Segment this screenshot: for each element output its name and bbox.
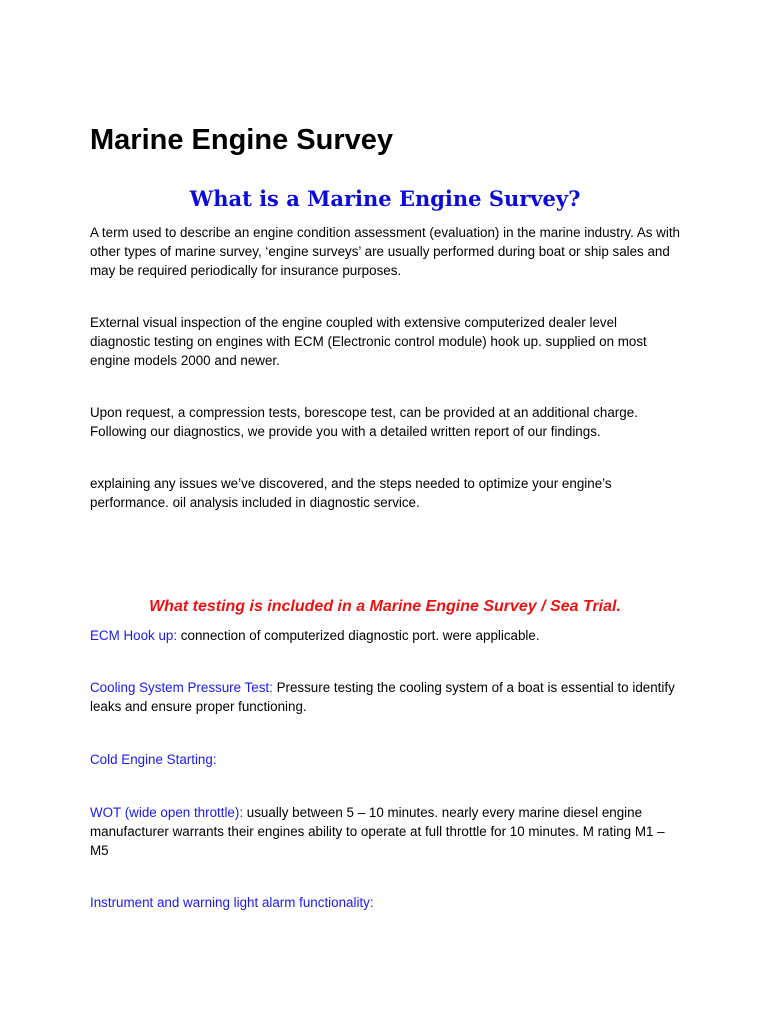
document-title: Marine Engine Survey bbox=[90, 124, 393, 156]
intro-paragraph: explaining any issues we’ve discovered, and the steps needed to optimize your engine’s performance. oil analysis included in diagnostic service. bbox=[90, 476, 612, 510]
test-item bbox=[90, 803, 680, 860]
testing-heading: What testing is included in a Marine Engine Survey / Sea Trial. bbox=[149, 598, 621, 615]
test-item bbox=[90, 893, 680, 912]
test-term: ECM Hook up: bbox=[90, 628, 178, 643]
test-item bbox=[90, 750, 680, 769]
test-term: WOT (wide open throttle): bbox=[90, 805, 244, 820]
test-description: Pressure testing the cooling system of a boat is essential to identify leaks and ensure proper functioning. bbox=[90, 680, 675, 714]
test-item bbox=[90, 678, 680, 716]
test-term: Cold Engine Starting: bbox=[90, 752, 217, 767]
test-description: connection of computerized diagnostic port. were applicable. bbox=[177, 628, 540, 643]
section-heading: What is a Marine Engine Survey? bbox=[189, 186, 581, 211]
intro-paragraph: A term used to describe an engine condition assessment (evaluation) in the marine industry. As with other types of marine survey, ‘engine surveys’ are usually performed during boat or ship sales and may be required periodically for insurance purposes. bbox=[90, 225, 680, 278]
test-description: usually between 5 – 10 minutes. nearly every marine diesel engine manufacturer warrants their engines ability to operate at full throttle for 10 minutes. M rating M1 – M5 bbox=[90, 805, 665, 858]
test-term: Cooling System Pressure Test: bbox=[90, 680, 273, 695]
test-term: Instrument and warning light alarm functionality: bbox=[90, 895, 374, 910]
test-item bbox=[90, 626, 680, 645]
intro-paragraph: External visual inspection of the engine coupled with extensive computerized dealer level diagnostic testing on engines with ECM (Electronic control module) hook up. supplied on most engine models 2000 and newer. bbox=[90, 315, 647, 368]
intro-paragraph: Upon request, a compression tests, borescope test, can be provided at an additional charge. Following our diagnostics, we provide you with a detailed written report of our findings. bbox=[90, 405, 638, 439]
